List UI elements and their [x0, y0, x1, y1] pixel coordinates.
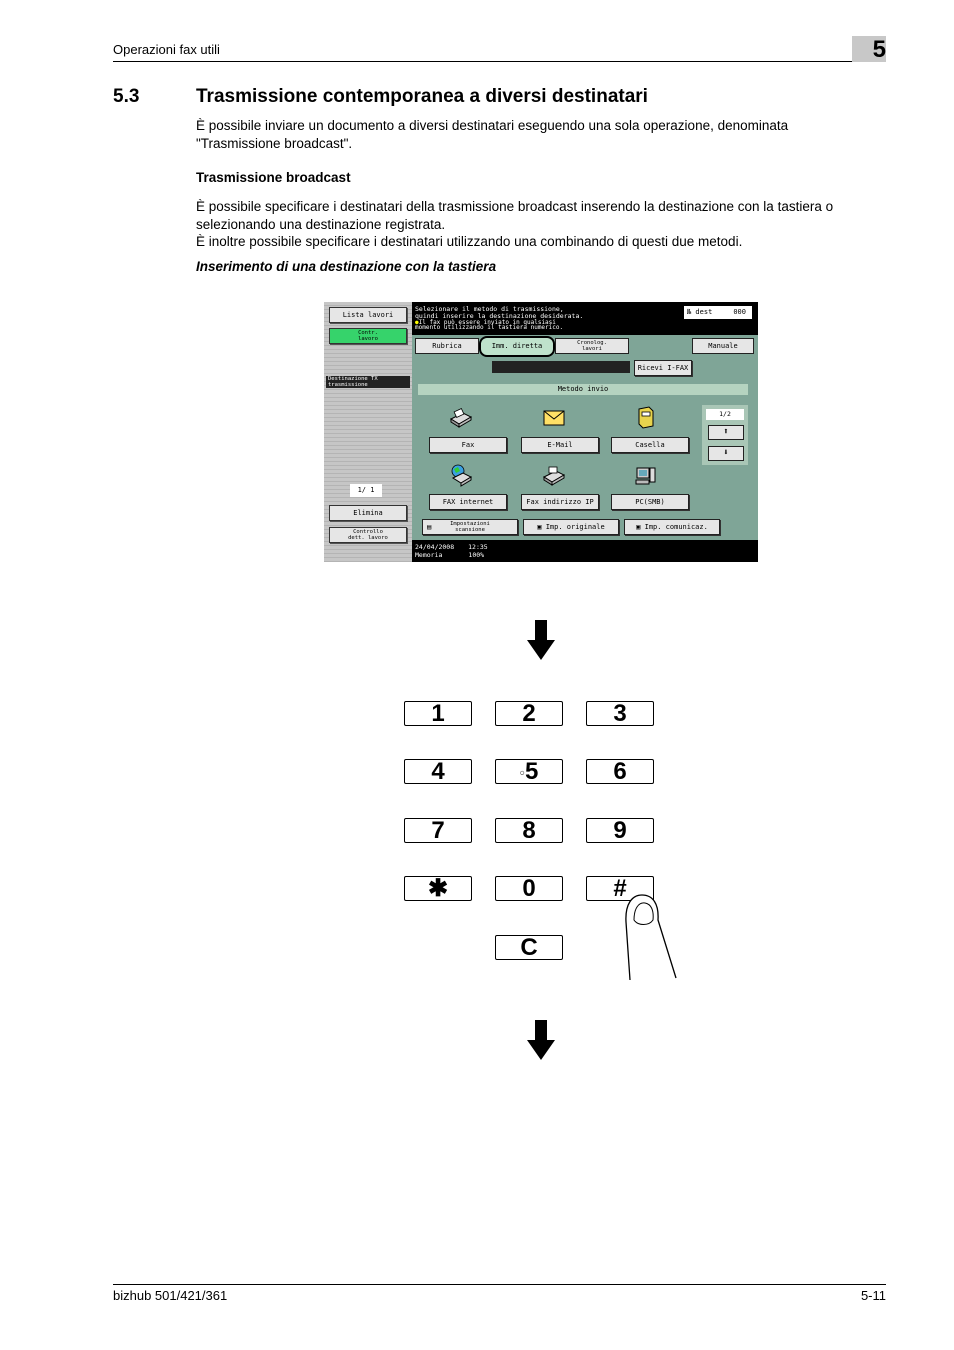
- keypad-key-6[interactable]: 6: [586, 759, 654, 784]
- keypad-key-2[interactable]: 2: [495, 701, 563, 726]
- body-line: È possibile specificare i destinatari della trasmissione broadcast inserendo la destinazione con la tastiera o: [196, 199, 834, 214]
- method-email-button[interactable]: E-Mail: [521, 437, 599, 453]
- keypad-key-8[interactable]: 8: [495, 818, 563, 843]
- running-title: Operazioni fax utili: [113, 42, 220, 57]
- btn-label: Imp. originale: [545, 523, 605, 531]
- destination-input[interactable]: [492, 361, 630, 373]
- keypad-key-clear[interactable]: C: [495, 935, 563, 960]
- dest-label: № dest: [687, 308, 713, 316]
- controllo-dett-lavoro-button[interactable]: [329, 527, 407, 543]
- method-pc-smb-button[interactable]: PC(SMB): [611, 494, 689, 510]
- keypad-key-5[interactable]: [495, 759, 563, 784]
- comm-settings-icon: ▣: [636, 523, 641, 531]
- internet-fax-icon: [449, 463, 473, 485]
- tab-line: Cronolog.: [577, 340, 607, 346]
- mailbox-icon: [634, 405, 658, 427]
- header-rule: [113, 61, 886, 62]
- imp-originale-button[interactable]: [523, 519, 619, 535]
- left-column: [324, 302, 412, 562]
- memoria-label: Memoria: [415, 551, 443, 559]
- metodo-invio-header: Metodo invio: [418, 384, 748, 395]
- method-fax-internet-button[interactable]: FAX internet: [429, 494, 507, 510]
- destinazione-tx-label: [326, 376, 410, 388]
- status-bar: [412, 540, 758, 562]
- control-panel-screen: [324, 302, 758, 562]
- btn-line: dett. lavoro: [348, 535, 388, 541]
- btn-line: Controllo: [353, 529, 383, 535]
- dest-count: 000: [733, 308, 746, 316]
- status-line-1: [415, 543, 758, 551]
- page-indicator: 1/2: [706, 409, 744, 420]
- keypad-key-9[interactable]: 9: [586, 818, 654, 843]
- status-time: 12:35: [468, 543, 488, 551]
- keypad-key-star[interactable]: ✱: [404, 876, 472, 901]
- status-date: 24/04/2008: [415, 543, 455, 551]
- method-fax-ip-button[interactable]: Fax indirizzo IP: [521, 494, 599, 510]
- message-line: Selezionare il metodo di trasmissione,: [415, 305, 564, 313]
- body-line: È inoltre possibile specificare i destinatari utilizzando una combinando di questi due metodi.: [196, 234, 743, 249]
- scroll-up-button[interactable]: [708, 425, 744, 440]
- arrow-up-icon: ⬆: [723, 427, 729, 437]
- intro-line: "Trasmissione broadcast".: [196, 135, 353, 151]
- keypad-key-hash[interactable]: #: [586, 876, 654, 901]
- keypad-key-4[interactable]: 4: [404, 759, 472, 784]
- arrow-down-icon: ⬇: [723, 448, 729, 458]
- status-line-2: [415, 551, 758, 559]
- keypad-key-1[interactable]: 1: [404, 701, 472, 726]
- btn-label: Imp. comunicaz.: [644, 523, 708, 531]
- lightbulb-icon: ●: [415, 319, 419, 326]
- method-casella-button[interactable]: Casella: [611, 437, 689, 453]
- fax-icon: [449, 407, 473, 429]
- keypad-key-0[interactable]: 0: [495, 876, 563, 901]
- key-label: 5: [525, 758, 539, 785]
- tab-imm-diretta[interactable]: Imm. diretta: [479, 336, 555, 357]
- tab-manuale[interactable]: Manuale: [692, 338, 754, 354]
- email-icon: [542, 407, 566, 429]
- tab-cronolog-lavori[interactable]: [555, 338, 629, 354]
- keypad-key-7[interactable]: 7: [404, 818, 472, 843]
- btn-line: Impostazioni: [450, 521, 490, 527]
- btn-line: scansione: [455, 527, 485, 533]
- body-line: selezionando una destinazione registrata.: [196, 216, 446, 232]
- down-arrow-icon: [526, 620, 556, 660]
- subheading: Trasmissione broadcast: [196, 170, 351, 185]
- main-area: [412, 335, 758, 540]
- footer-model: bizhub 501/421/361: [113, 1288, 228, 1303]
- ricevi-ifax-button[interactable]: Ricevi I-FAX: [634, 360, 692, 376]
- footer-rule: [113, 1284, 886, 1285]
- label-line: trasmissione: [328, 381, 368, 388]
- message-line: quindi inserire la destinazione desiderata.: [415, 312, 584, 320]
- lista-lavori-button[interactable]: Lista lavori: [329, 307, 407, 323]
- keypad-key-3[interactable]: 3: [586, 701, 654, 726]
- ip-fax-icon: [542, 465, 566, 487]
- down-arrow-icon: [526, 1020, 556, 1060]
- label-line: Destinazione TX: [328, 376, 378, 382]
- finger-icon: [620, 890, 682, 982]
- memoria-value: 100%: [468, 551, 485, 559]
- tab-rubrica[interactable]: Rubrica: [415, 338, 479, 354]
- dest-counter: [684, 306, 752, 319]
- method-fax-button[interactable]: Fax: [429, 437, 507, 453]
- pc-smb-icon: [634, 465, 658, 487]
- section-number: 5.3: [113, 86, 140, 107]
- procedure-heading: Inserimento di una destinazione con la tastiera: [196, 259, 497, 274]
- body-paragraph: [196, 198, 896, 251]
- page-counter: 1/ 1: [350, 484, 382, 497]
- btn-line: Contr.: [358, 330, 378, 336]
- intro-line: È possibile inviare un documento a diversi destinatari eseguendo una sola operazione, denominata: [196, 118, 789, 133]
- footer-page: 5-11: [860, 1288, 886, 1303]
- elimina-button[interactable]: Elimina: [329, 505, 407, 521]
- imp-comunicaz-button[interactable]: [624, 519, 720, 535]
- original-settings-icon: ▣: [537, 523, 542, 531]
- contr-lavoro-button[interactable]: [329, 328, 407, 344]
- message-line: momento utilizzando il tastiera numerico.: [415, 324, 564, 331]
- scroll-down-button[interactable]: [708, 446, 744, 461]
- btn-line: lavoro: [358, 336, 378, 342]
- impostazioni-scansione-button[interactable]: [422, 519, 518, 535]
- chapter-number: 5: [872, 36, 886, 63]
- intro-paragraph: [196, 117, 896, 152]
- pager-panel: [702, 405, 748, 465]
- msg-text: Il fax può essere inviato in qualsiasi: [418, 319, 556, 326]
- scan-settings-icon: ▤: [427, 523, 432, 531]
- section-title: Trasmissione contemporanea a diversi destinatari: [196, 86, 648, 107]
- tactile-dot-icon: ○: [519, 767, 526, 778]
- tab-line: lavori: [582, 346, 602, 352]
